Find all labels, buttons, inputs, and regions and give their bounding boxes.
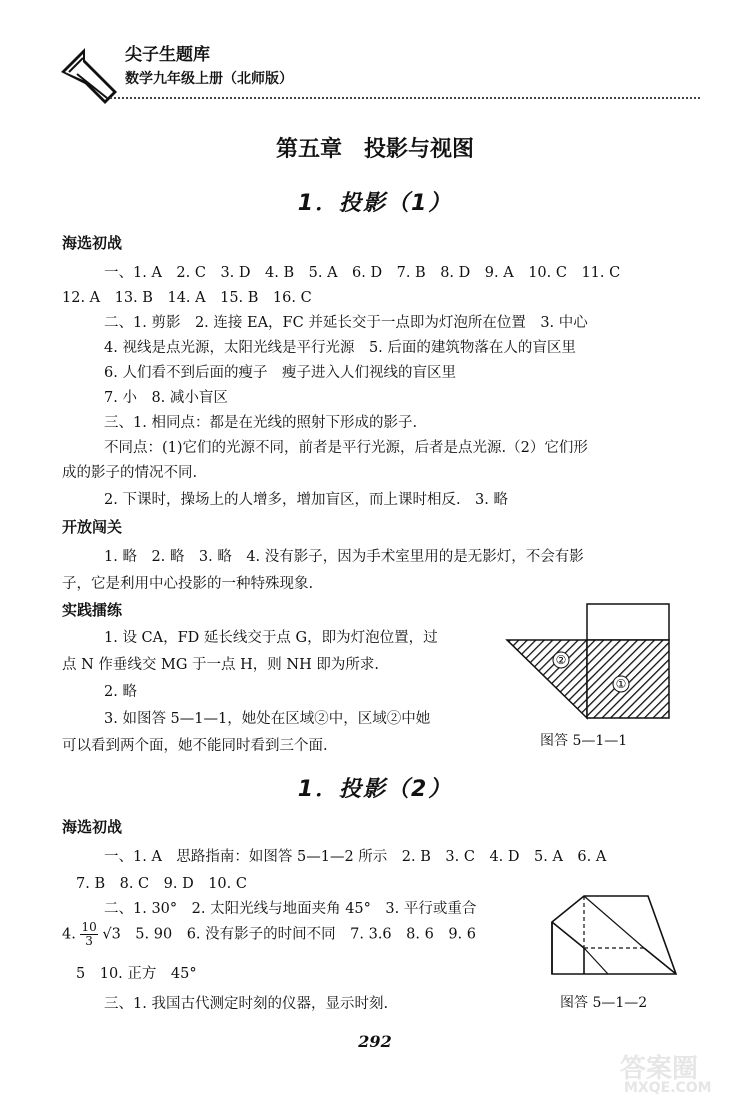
s1-practice-line-2: 2. 略: [104, 684, 137, 700]
s2-line-1: 一、1. A 思路指南：如图答 5—1—2 所示 2. B 3. C 4. D 5. A 6. A: [104, 849, 607, 865]
chapter-title: 第五章 投影与视图: [275, 137, 474, 162]
s1-line-0: 一、1. A 2. C 3. D 4. B 5. A 6. D 7. B 8. D 9. A 10. C 11. C: [104, 265, 621, 281]
figure-5-1-2: [548, 888, 678, 984]
s1-open-line-1: 子，它是利用中心投影的一种特殊现象.: [62, 576, 314, 592]
section-1-subheading-3: 实践擂练: [62, 601, 123, 619]
header-divider: [110, 97, 700, 99]
s2-line-2: 7. B 8. C 9. D 10. C: [76, 876, 247, 892]
fraction-numerator: 10: [81, 920, 97, 934]
section-2-subheading-1: 海选初战: [62, 818, 123, 836]
s2-line-4-prefix: 4.: [62, 926, 76, 943]
section-2-title: 1．投影（2）: [297, 777, 453, 802]
s1-line-9: 2. 下课时，操场上的人增多，增加盲区，而上课时相反. 3. 略: [104, 492, 508, 508]
section-1-subheading-2: 开放闯关: [62, 518, 123, 536]
s2-line-6: 三、1. 我国古代测定时刻的仪器，显示时刻.: [104, 996, 389, 1012]
s1-line-1: 12. A 13. B 14. A 15. B 16. C: [62, 290, 312, 306]
s1-line-3: 4. 视线是点光源，太阳光线是平行光源 5. 后面的建筑物落在人的盲区里: [104, 340, 576, 356]
s1-line-8: 成的影子的情况不同.: [62, 465, 198, 481]
s1-open-line-0: 1. 略 2. 略 3. 略 4. 没有影子，因为手术室里用的是无影灯，不会有影: [104, 549, 584, 565]
watermark-logo: 答案圈: [620, 1054, 699, 1084]
sqrt-3: √3: [102, 926, 121, 943]
s1-practice-line-4: 可以看到两个面，她不能同时看到三个面.: [62, 738, 328, 754]
s1-line-6: 三、1. 相同点：都是在光线的照射下形成的影子.: [104, 415, 418, 431]
s1-line-2: 二、1. 剪影 2. 连接 EA，FC 并延长交于一点即为灯泡所在位置 3. 中心: [104, 315, 588, 331]
figure-5-1-2-caption: 图答 5—1—2: [560, 995, 648, 1011]
s1-line-5: 7. 小 8. 减小盲区: [104, 390, 228, 406]
s1-practice-line-3: 3. 如图答 5—1—1，她处在区域②中，区域②中她: [104, 711, 431, 727]
s2-line-4: [62, 921, 476, 948]
s2-line-3: 二、1. 30° 2. 太阳光线与地面夹角 45° 3. 平行或重合: [104, 901, 477, 917]
figure-label-2: ②: [555, 653, 567, 667]
figure-5-1-1: [505, 602, 677, 724]
watermark-url: MXQE.COM: [624, 1080, 712, 1096]
section-1-subheading-1: 海选初战: [62, 234, 123, 252]
s1-line-7: 不同点：(1)它们的光源不同，前者是平行光源，后者是点光源.（2）它们形: [104, 440, 588, 456]
header-subtitle: 数学九年级上册（北师版）: [125, 71, 293, 87]
s1-line-4: 6. 人们看不到后面的瘦子 瘦子进入人们视线的盲区里: [104, 365, 456, 381]
s2-line-5: 5 10. 正方 45°: [76, 966, 197, 982]
figure-5-1-1-caption: 图答 5—1—1: [540, 733, 628, 749]
fraction-denominator: 3: [85, 934, 93, 948]
s1-practice-line-0: 1. 设 CA，FD 延长线交于点 G，即为灯泡位置，过: [104, 630, 438, 646]
page-number: 292: [358, 1032, 392, 1051]
s2-line-4-rest: 5. 90 6. 没有影子的时间不同 7. 3.6 8. 6 9. 6: [120, 926, 476, 943]
header-title: 尖子生题库: [125, 45, 210, 65]
section-1-title: 1．投影（1）: [297, 191, 453, 216]
figure-label-1: ①: [615, 677, 627, 691]
s1-practice-line-1: 点 N 作垂线交 MG 于一点 H，则 NH 即为所求.: [62, 657, 379, 673]
fraction: [80, 921, 97, 948]
